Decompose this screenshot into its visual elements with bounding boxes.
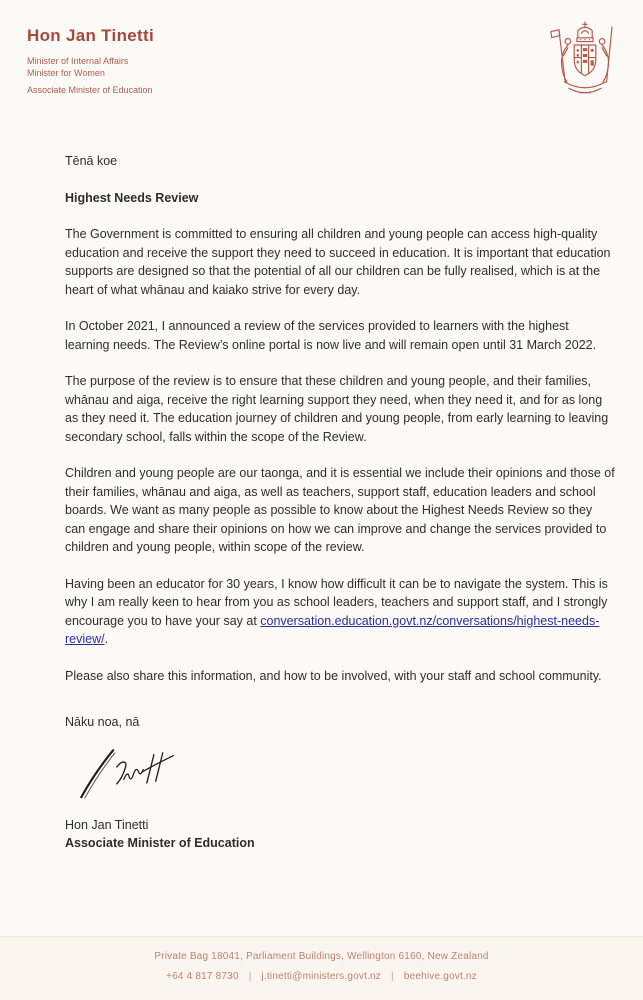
footer-address: Private Bag 18041, Parliament Buildings, Wellington 6160, New Zealand [154, 951, 489, 962]
paragraph-commitment: The Government is committed to ensuring all children and young people can access high-quality education and receive the support they need to succeed in education. It is important that education supports are designed so that the potential of all our children can be fully realised, which is at the heart of what whānau and kaiako strive for every day. [65, 227, 611, 297]
footer-phone: +64 4 817 8730 [166, 971, 239, 982]
closing-phrase: Nāku noa, nā [65, 715, 140, 729]
footer-separator: | [391, 971, 394, 982]
salutation: Tēnā koe [65, 154, 118, 168]
paragraph-review-purpose: The purpose of the review is to ensure that these children and young people, and their families, whānau and aiga, receive the right learning support they need, when they need it, and for as long as they need it. The education journey of children and young people, from early learning to leaving secondary school, falls within the scope of the Review. [65, 374, 609, 444]
minister-titles [27, 55, 154, 96]
signoff-name: Hon Jan Tinetti [65, 817, 149, 832]
minister-name: Hon Jan Tinetti [27, 26, 154, 45]
footer-separator: | [248, 971, 252, 982]
cta-text-before-link: Having been an educator for 30 years, I know how difficult it can be to navigate the system. This is why I am really keen to hear from you as school leaders, teachers and support staff, and I strongly encourage you to have your say at [65, 576, 608, 628]
paragraph-review-announcement: In October 2021, I announced a review of the services provided to learners with the highest learning needs. The Review’s online portal is now live and will remain open until 31 March 2022. [65, 319, 597, 352]
cta-text-after-link: . [104, 632, 109, 646]
paragraph-call-to-action [65, 575, 615, 649]
signoff-title: Associate Minister of Education [65, 835, 255, 850]
minister-title-education: Associate Minister of Education [27, 85, 153, 95]
footer-contacts [0, 970, 643, 983]
footer-contact-band [0, 936, 643, 1000]
minister-title-women: Minister for Women [27, 68, 105, 78]
letter-body [65, 152, 615, 852]
highest-needs-review-link[interactable]: conversation.education.govt.nz/conversations/highest-needs-review/ [65, 613, 600, 646]
paragraph-taonga: Children and young people are our taonga, and it is essential we include their opinions and those of their families, whānau and aiga, as well as teachers, support staff, education leaders and school boards. We want as many people as possible to know about the Highest Needs Review so they can engage and share their opinions on how we can improve and change the services provided to children and young people, within scope of the review. [65, 466, 615, 554]
nz-coat-of-arms-icon [540, 16, 630, 110]
paragraph-share: Please also share this information, and how to be involved, with your staff and school community. [65, 668, 602, 683]
footer-email: j.tinetti@ministers.govt.nz [261, 971, 381, 982]
handwritten-signature-image [67, 744, 193, 806]
minister-title-internal-affairs: Minister of Internal Affairs [27, 56, 129, 66]
subject-line: Highest Needs Review [65, 190, 199, 205]
letterhead [27, 26, 154, 96]
footer-website: beehive.govt.nz [403, 971, 477, 982]
